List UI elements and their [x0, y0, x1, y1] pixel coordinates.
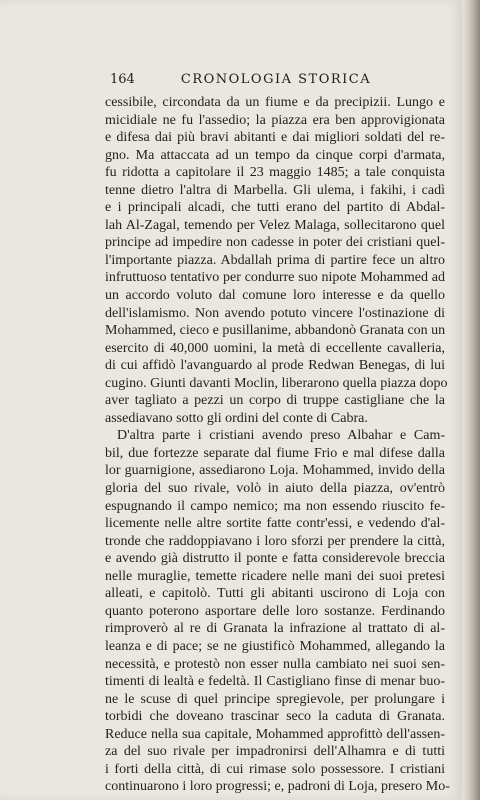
running-title: CRONOLOGIA STORICA — [180, 72, 372, 87]
text-line: lor guarnigione, assediarono Loja. Mohammed, invido della — [105, 463, 445, 479]
text-line: bil, due fortezze separate dal fiume Frio e mal difese dalla — [105, 445, 445, 461]
text-line: quanto poterono asportare delle loro sostanze. Ferdinando — [105, 603, 445, 619]
text-line: di cui affidò l'avanguardo al prode Redwan Benegas, di lui — [105, 358, 445, 374]
text-line: e difesa dai più bravi abitanti e dai migliori soldati del re- — [105, 130, 445, 146]
text-line: gno. Ma attaccata ad un tempo da cinque corpi d'armata, — [105, 147, 445, 163]
text-line: e avendo già distrutto il ponte e fatta considerevole breccia — [105, 551, 445, 567]
text-line: espugnando il campo nemico; ma non essendo riuscito fe- — [105, 498, 445, 514]
text-line: torbidi che doveano trascinar seco la caduta di Granata. — [105, 709, 445, 725]
page-number: 164 — [110, 72, 135, 87]
text-line: Mohammed, cieco e pusillanime, abbandonò Granata con un — [105, 323, 446, 339]
text-line: assediavano sotto gli ordini del conte di Cabra. — [105, 410, 368, 426]
text-line: aver tagliato a pezzi un corpo di truppe castigliane che la — [105, 393, 445, 409]
text-line: alleati, e capitolò. Tutti gli abitanti uscirono di Loja con — [105, 586, 445, 602]
text-line: infruttuoso tentativo per condurre suo nipote Mohammed ad — [105, 270, 445, 286]
text-line: gloria del suo rivale, volò in aiuto della piazza, ov'entrò — [105, 481, 445, 497]
text-line: timenti di lealtà e fedeltà. Il Castigliano finse di menar buo- — [105, 674, 445, 690]
text-line: tenne dietro l'altra di Marbella. Gli ulema, i fakihi, i cadì — [105, 182, 445, 198]
paragraph — [105, 427, 450, 795]
text-line: un accordo voluto dal comune loro interesse e da quello — [105, 288, 445, 304]
text-line: i forti della città, di cui rimase solo possessore. I cristiani — [105, 761, 445, 777]
text-line: esercito di 40,000 uomini, la metà di eccellente cavalleria, — [105, 340, 445, 356]
text-line: Reduce nella sua capitale, Mohammed approfittò dell'assen- — [105, 726, 445, 742]
text-line: e i principali alcadi, che tutti erano del partito di Abdal- — [105, 200, 445, 216]
text-line: ne le scuse di quel principe spregievole, per prolungare i — [105, 691, 445, 707]
text-line: fu ridotta a capitolare il 23 maggio 1485; a tale conquista — [105, 165, 445, 181]
text-line: rimproverò al re di Granata la infrazione al trattato di al- — [105, 621, 445, 637]
text-line: necessità, e protestò non esser nulla cambiato nei suoi sen- — [105, 656, 445, 672]
text-line: leanza e di pace; se ne giustificò Mohammed, allegando la — [105, 638, 445, 654]
text-line: micidiale ne fu l'assedio; la piazza era ben approvigionata — [105, 112, 445, 128]
text-line: lah Al-Zagal, temendo per Velez Malaga, sollecitarono quel — [105, 217, 445, 233]
text-line: dell'islamismo. Non avendo potuto vincere l'ostinazione di — [105, 305, 445, 321]
text-line: D'altra parte i cristiani avendo preso Albahar e Cam- — [117, 428, 445, 444]
text-line: licemente nelle altre sortite fatte contr'essi, e vedendo d'al- — [105, 516, 445, 532]
text-line: continuarono i loro progressi; e, padroni di Loja, presero Mo- — [105, 779, 450, 795]
text-line: l'importante piazza. Abdallah prima di partire fece un altro — [105, 252, 445, 268]
paragraph — [105, 94, 448, 427]
text-line: nelle muraglie, temette ricadere nelle mani dei suoi pretesi — [105, 568, 445, 584]
text-line: tronde che raddoppiavano i loro sforzi per prendere la città, — [105, 533, 445, 549]
text-line: za del suo rivale per impadronirsi dell'Alhamra e di tutti — [105, 744, 445, 760]
body-text — [105, 94, 450, 796]
book-spine-edge — [462, 0, 480, 800]
text-line: cessibile, circondata da un fiume e da precipizii. Lungo e — [105, 95, 445, 110]
text-line: cugino. Giunti davanti Moclin, liberarono quella piazza dopo — [105, 375, 448, 391]
text-line: principe ad impedire non cadesse in poter dei cristiani quel- — [105, 235, 445, 251]
